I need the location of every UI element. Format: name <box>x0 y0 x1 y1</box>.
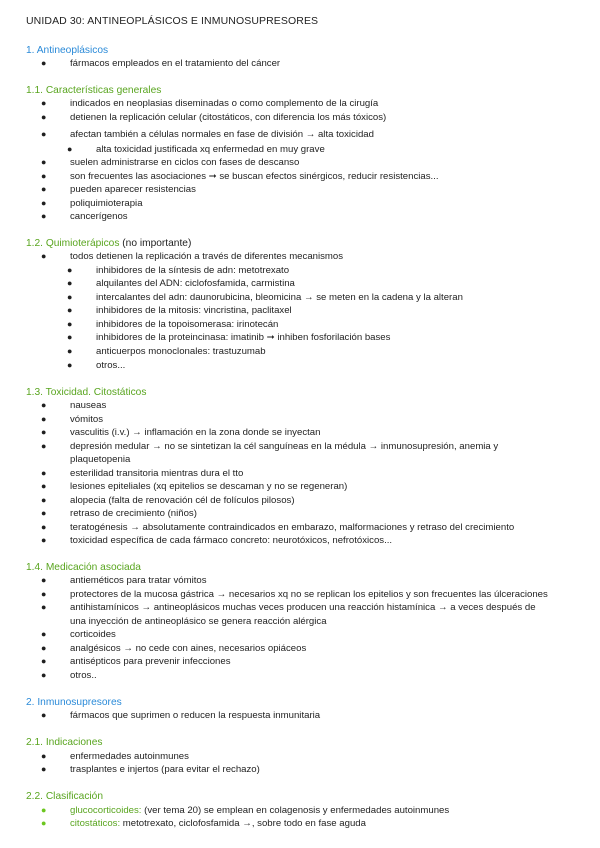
list-item: pueden aparecer resistencias <box>70 184 196 195</box>
list-item: son frecuentes las asociaciones ➞ se buscan efectos sinérgicos, reducir resistencias... <box>70 171 439 182</box>
bullet: ● <box>41 602 47 612</box>
section-1-1-heading: 1.1. Características generales <box>26 85 162 96</box>
list-item-continuation: plaquetopenia <box>70 454 131 465</box>
bullet: ● <box>41 508 47 518</box>
bullet: ● <box>41 400 47 410</box>
bullet: ● <box>67 265 73 275</box>
bullet: ● <box>41 656 47 666</box>
list-item: inhibidores de la proteincinasa: imatinib ➞ inhiben fosforilación bases <box>96 332 391 343</box>
list-item: vómitos <box>70 414 104 425</box>
list-item: esterilidad transitoria mientras dura el tto <box>70 468 244 479</box>
list-item: otros.. <box>70 670 97 681</box>
list-item: lesiones epiteliales (xq epitelios se descaman y no se regeneran) <box>70 481 348 492</box>
list-item: trasplantes e injertos (para evitar el rechazo) <box>70 764 260 775</box>
section-1-3-heading: 1.3. Toxicidad. Citostáticos <box>26 387 147 398</box>
section-1-4-heading: 1.4. Medicación asociada <box>26 562 141 573</box>
list-item: afectan también a células normales en fase de división → alta toxicidad <box>70 129 374 140</box>
bullet: ● <box>41 184 47 194</box>
section-2-heading: 2. Inmunosupresores <box>26 697 122 708</box>
bullet: ● <box>41 251 47 261</box>
list-item: intercalantes del adn: daunorubicina, bleomicina → se meten en la cadena y la alteran <box>96 292 463 303</box>
section-2-2-heading: 2.2. Clasificación <box>26 791 104 802</box>
bullet: ● <box>41 441 47 451</box>
bullet: ● <box>41 670 47 680</box>
list-item: antieméticos para tratar vómitos <box>70 575 207 586</box>
list-item: analgésicos → no cede con aines, necesarios opiáceos <box>70 643 307 654</box>
list-item <box>70 817 572 831</box>
list-item <box>70 804 572 818</box>
bullet: ● <box>41 710 47 720</box>
bullet: ● <box>41 629 47 639</box>
section-1-2-title: 1.2. Quimioterápicos <box>26 238 120 249</box>
bullet: ● <box>41 751 47 761</box>
bullet: ● <box>67 292 73 302</box>
list-item: antisépticos para prevenir infecciones <box>70 656 231 667</box>
document-title: UNIDAD 30: ANTINEOPLÁSICOS E INMUNOSUPRESORES <box>26 15 319 27</box>
bullet: ● <box>41 427 47 437</box>
bullet: ● <box>41 129 47 139</box>
bullet: ● <box>67 144 73 154</box>
list-item: depresión medular → no se sintetizan la cél sanguíneas en la médula → inmunosupresión, anemia y <box>70 441 499 452</box>
bullet: ● <box>67 278 73 288</box>
bullet: ● <box>67 305 73 315</box>
term-description: metotrexato, ciclofosfamida →, sobre todo en fase aguda <box>120 818 366 829</box>
list-item: alopecia (falta de renovación cél de folículos pilosos) <box>70 495 295 506</box>
list-item: otros... <box>96 360 126 371</box>
term-citostaticos: citostáticos: <box>70 818 121 829</box>
list-item: indicados en neoplasias diseminadas o como complemento de la cirugía <box>70 98 379 109</box>
list-item: toxicidad específica de cada fármaco concreto: neurotóxicos, nefrotóxicos... <box>70 535 393 546</box>
list-item: inhibidores de la topoisomerasa: irinotecán <box>96 319 279 330</box>
bullet: ● <box>41 198 47 208</box>
list-item: suelen administrarse en ciclos con fases de descanso <box>70 157 300 168</box>
list-item-continuation: una inyección de antineoplásico se genera reacción alérgica <box>70 616 327 627</box>
bullet: ● <box>41 764 47 774</box>
bullet: ● <box>67 360 73 370</box>
list-item: anticuerpos monoclonales: trastuzumab <box>96 346 266 357</box>
list-item: enfermedades autoinmunes <box>70 751 189 762</box>
list-item: fármacos empleados en el tratamiento del cáncer <box>70 58 281 69</box>
bullet: ● <box>41 643 47 653</box>
list-item: retraso de crecimiento (niños) <box>70 508 197 519</box>
list-item: fármacos que suprimen o reducen la respuesta inmunitaria <box>70 710 321 721</box>
bullet: ● <box>41 211 47 221</box>
bullet: ● <box>41 112 47 122</box>
bullet: ● <box>41 535 47 545</box>
bullet: ● <box>41 805 47 815</box>
list-item: todos detienen la replicación a través de diferentes mecanismos <box>70 251 344 262</box>
bullet: ● <box>41 818 47 828</box>
term-description: (ver tema 20) se emplean en colagenosis y enfermedades autoinmunes <box>141 805 450 816</box>
list-item: vasculitis (i.v.) → inflamación en la zona donde se inyectan <box>70 427 321 438</box>
bullet: ● <box>41 522 47 532</box>
bullet: ● <box>41 171 47 181</box>
section-2-1-heading: 2.1. Indicaciones <box>26 737 103 748</box>
list-item: teratogénesis → absolutamente contraindicados en embarazo, malformaciones y retraso del crecimiento <box>70 522 515 533</box>
bullet: ● <box>41 575 47 585</box>
section-1-2-note: (no importante) <box>122 238 192 249</box>
bullet: ● <box>41 481 47 491</box>
section-1-heading: 1. Antineoplásicos <box>26 45 109 56</box>
list-item: alquilantes del ADN: ciclofosfamida, carmistina <box>96 278 295 289</box>
bullet: ● <box>67 319 73 329</box>
list-item: antihistamínicos → antineoplásicos muchas veces producen una reacción histamínica → a veces después de <box>70 602 536 613</box>
section-1-2-heading <box>26 237 191 251</box>
bullet: ● <box>67 332 73 342</box>
list-item: corticoides <box>70 629 116 640</box>
term-glucocorticoides: glucocorticoides: <box>70 805 142 816</box>
list-item: alta toxicidad justificada xq enfermedad en muy grave <box>96 144 325 155</box>
list-item: protectores de la mucosa gástrica → necesarios xq no se replican los epitelios y son frecuentes las úlceraciones <box>70 589 548 600</box>
bullet: ● <box>41 589 47 599</box>
list-item: inhibidores de la síntesis de adn: metotrexato <box>96 265 290 276</box>
bullet: ● <box>67 346 73 356</box>
bullet: ● <box>41 157 47 167</box>
list-item: nauseas <box>70 400 107 411</box>
bullet: ● <box>41 58 47 68</box>
bullet: ● <box>41 468 47 478</box>
list-item: poliquimioterapia <box>70 198 143 209</box>
list-item: inhibidores de la mitosis: vincristina, paclitaxel <box>96 305 292 316</box>
list-item: cancerígenos <box>70 211 128 222</box>
bullet: ● <box>41 495 47 505</box>
bullet: ● <box>41 98 47 108</box>
list-item: detienen la replicación celular (citostáticos, con diferencia los más tóxicos) <box>70 112 387 123</box>
bullet: ● <box>41 414 47 424</box>
